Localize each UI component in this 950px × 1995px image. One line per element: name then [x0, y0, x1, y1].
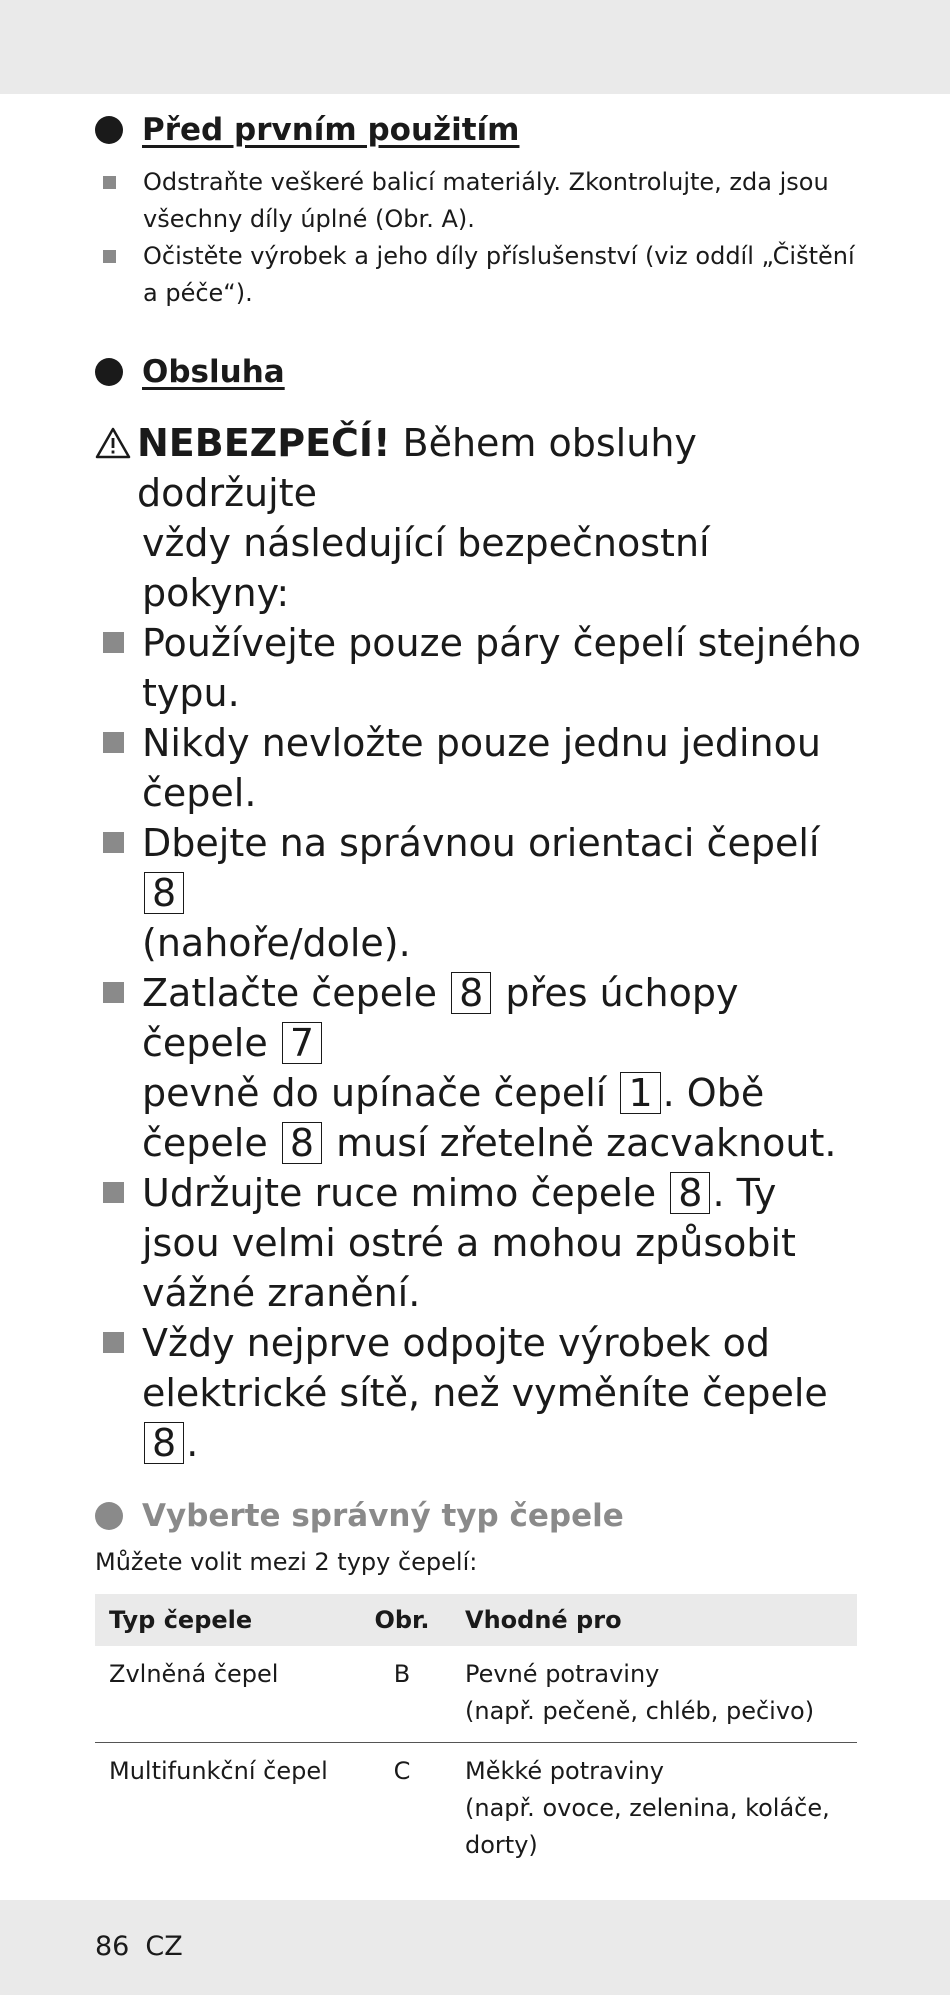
- bullet-dot-icon: [95, 358, 123, 386]
- table-header-row: [95, 1594, 857, 1646]
- list-item-text: přes úchopy čepele: [142, 971, 739, 1065]
- page-content: [95, 112, 865, 1876]
- list-item-text: Očistěte výrobek a jeho díly příslušenství (viz oddíl „Čištění a péče“).: [143, 242, 855, 307]
- square-bullet-icon: [103, 1332, 124, 1353]
- part-reference: 8: [282, 1122, 322, 1164]
- list-item-text: musí zřetelně zacvaknout.: [336, 1121, 837, 1165]
- cell-type: Multifunkční čepel: [109, 1757, 328, 1785]
- cell-figure: C: [393, 1757, 411, 1785]
- square-bullet-icon: [103, 982, 124, 1003]
- section-title: Před prvním použitím: [142, 112, 520, 148]
- list-item-text: Udržujte ruce mimo čepele: [142, 1171, 657, 1215]
- top-band: [0, 0, 950, 94]
- part-reference: 1: [620, 1072, 660, 1114]
- list-item: [95, 164, 865, 238]
- list-item: [95, 718, 865, 818]
- language-code: CZ: [145, 1931, 183, 1962]
- bullet-dot-icon: [95, 116, 123, 144]
- cell-line: (např. ovoce, zelenina, koláče, dorty): [465, 1794, 830, 1859]
- section-heading-before-first-use: [95, 112, 865, 148]
- list-item-text: Dbejte na správnou orientaci čepelí: [142, 821, 820, 865]
- table-row: [95, 1646, 857, 1743]
- column-header-type: Typ čepele: [95, 1594, 353, 1646]
- list-item-text: pevně do upínače čepelí: [142, 1071, 607, 1115]
- cell-type: Zvlněná čepel: [95, 1646, 353, 1743]
- cell-line: (např. pečeně, chléb, pečivo): [465, 1697, 815, 1725]
- section-heading-blade-type: [95, 1498, 865, 1534]
- list-item-text: .: [186, 1421, 199, 1465]
- part-reference: 8: [144, 872, 184, 914]
- blade-type-table: [95, 1594, 857, 1876]
- list-item: [95, 968, 865, 1168]
- cell-line: Pevné potraviny: [465, 1660, 660, 1688]
- list-item-text: Odstraňte veškeré balicí materiály. Zkontrolujte, zda jsou všechny díly úplné (Obr. A).: [143, 168, 829, 233]
- list-item-text: . Obě čepele: [142, 1071, 765, 1165]
- cell-line: Měkké potraviny: [465, 1757, 664, 1785]
- section-title: Obsluha: [142, 354, 285, 390]
- blade-type-intro: Můžete volit mezi 2 typy čepelí:: [95, 1548, 478, 1576]
- square-bullet-icon: [103, 176, 116, 189]
- list-item: [95, 1168, 865, 1318]
- warning-triangle-icon: [95, 418, 137, 468]
- warning-label: NEBEZPEČÍ!: [137, 421, 391, 465]
- page-footer: [95, 1931, 199, 1962]
- square-bullet-icon: [103, 732, 124, 753]
- square-bullet-icon: [103, 832, 124, 853]
- before-use-list: [95, 164, 865, 312]
- list-item-text: Vždy nejprve odpojte výrobek od elektrické sítě, než vyměníte čepele: [142, 1321, 828, 1415]
- list-item: [95, 238, 865, 312]
- safety-instructions-list: [95, 618, 865, 1468]
- section-heading-operation: [95, 354, 865, 390]
- part-reference: 7: [282, 1022, 322, 1064]
- warning-text: Během obsluhy dodržujte: [137, 421, 697, 515]
- warning-text-continued: vždy následující bezpečnostní pokyny:: [142, 521, 710, 615]
- list-item-text: Používejte pouze páry čepelí stejného typu.: [142, 621, 862, 715]
- column-header-figure: Obr.: [353, 1594, 451, 1646]
- list-item: [95, 618, 865, 718]
- part-reference: 8: [144, 1422, 184, 1464]
- page-number: 86: [95, 1931, 130, 1962]
- list-item: [95, 1318, 865, 1468]
- list-item: [95, 818, 865, 968]
- cell-figure: B: [353, 1646, 451, 1743]
- list-item-text: (nahoře/dole).: [142, 921, 411, 965]
- bullet-dot-icon: [95, 1502, 123, 1530]
- table-row: [95, 1743, 857, 1877]
- part-reference: 8: [670, 1172, 710, 1214]
- list-item-text: . Ty jsou velmi ostré a mohou způsobit vážné zranění.: [142, 1171, 796, 1315]
- cell-suitable-for: [451, 1646, 857, 1743]
- danger-warning: [95, 418, 865, 1468]
- square-bullet-icon: [103, 632, 124, 653]
- column-header-suitable-for: Vhodné pro: [451, 1594, 857, 1646]
- section-title: Vyberte správný typ čepele: [142, 1498, 624, 1534]
- list-item-text: Nikdy nevložte pouze jednu jedinou čepel.: [142, 721, 821, 815]
- list-item-text: Zatlačte čepele: [142, 971, 438, 1015]
- part-reference: 8: [451, 972, 491, 1014]
- square-bullet-icon: [103, 1182, 124, 1203]
- cell-suitable-for: [451, 1743, 857, 1877]
- square-bullet-icon: [103, 250, 116, 263]
